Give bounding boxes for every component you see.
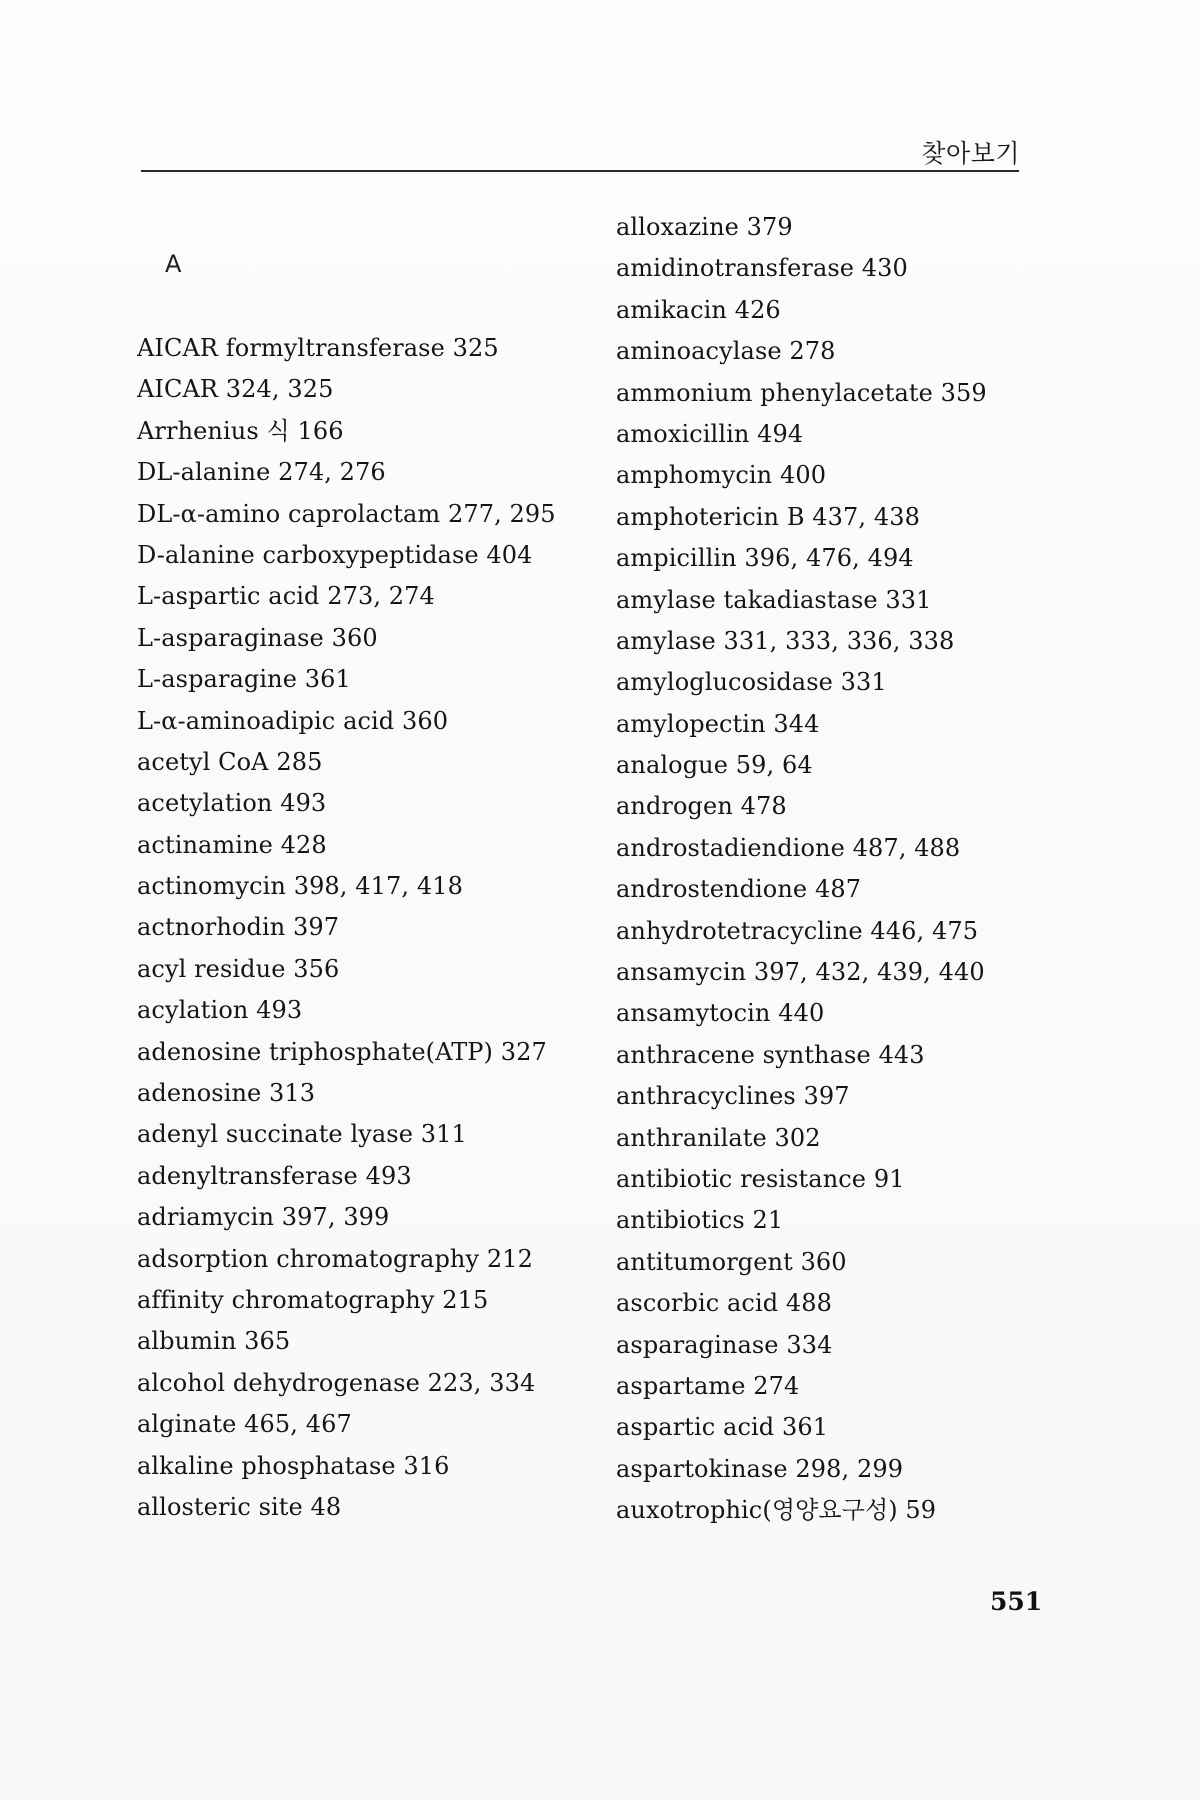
index-entry: amylase 331, 333, 336, 338 bbox=[616, 626, 955, 655]
index-entry: ansamycin 397, 432, 439, 440 bbox=[616, 958, 985, 987]
index-entry: anthracyclines 397 bbox=[616, 1082, 850, 1111]
index-entry: antibiotics 21 bbox=[616, 1206, 784, 1235]
index-entry: acetyl CoA 285 bbox=[137, 747, 323, 776]
index-entry: ammonium phenylacetate 359 bbox=[616, 378, 987, 407]
index-entry: aminoacylase 278 bbox=[616, 337, 836, 366]
index-entry: DL-alanine 274, 276 bbox=[137, 458, 386, 487]
index-entry: asparaginase 334 bbox=[616, 1330, 833, 1359]
index-entry: alkaline phosphatase 316 bbox=[137, 1451, 450, 1480]
index-entry: L-aspartic acid 273, 274 bbox=[137, 582, 435, 611]
index-entry: anhydrotetracycline 446, 475 bbox=[616, 916, 979, 945]
index-entry: acylation 493 bbox=[137, 996, 303, 1025]
index-entry: DL-α-amino caprolactam 277, 295 bbox=[137, 499, 556, 528]
index-entry: adsorption chromatography 212 bbox=[137, 1244, 533, 1273]
index-entry: amoxicillin 494 bbox=[616, 419, 804, 448]
index-entry: AICAR formyltransferase 325 bbox=[137, 334, 499, 362]
index-entry: actnorhodin 397 bbox=[137, 913, 340, 942]
index-entry: L-asparaginase 360 bbox=[137, 623, 378, 652]
index-entry: alcohol dehydrogenase 223, 334 bbox=[137, 1368, 536, 1397]
index-entry: auxotrophic(영양요구성) 59 bbox=[616, 1496, 937, 1525]
index-entry: aspartic acid 361 bbox=[616, 1413, 829, 1442]
index-entry: anthracene synthase 443 bbox=[616, 1040, 925, 1069]
index-entry: L-asparagine 361 bbox=[137, 665, 351, 694]
index-entry: ampicillin 396, 476, 494 bbox=[616, 544, 914, 573]
page-header-title: 찾아보기 bbox=[921, 139, 1020, 168]
index-entry: amphotericin B 437, 438 bbox=[616, 502, 920, 531]
index-entry: androstendione 487 bbox=[616, 875, 862, 904]
index-entry: androgen 478 bbox=[616, 792, 787, 821]
header-rule bbox=[141, 170, 1019, 172]
index-entry: L-α-aminoadipic acid 360 bbox=[137, 706, 449, 735]
index-entry: adenosine triphosphate(ATP) 327 bbox=[137, 1037, 547, 1066]
index-entry: amphomycin 400 bbox=[616, 461, 827, 490]
index-entry: adriamycin 397, 399 bbox=[137, 1203, 390, 1232]
page-number: 551 bbox=[990, 1587, 1043, 1616]
index-entry: antibiotic resistance 91 bbox=[616, 1164, 905, 1193]
index-entry: adenosine 313 bbox=[137, 1079, 316, 1108]
index-entry: amyloglucosidase 331 bbox=[616, 668, 887, 697]
index-entry: ascorbic acid 488 bbox=[616, 1289, 833, 1318]
index-entry: analogue 59, 64 bbox=[616, 751, 813, 780]
index-entry: adenyltransferase 493 bbox=[137, 1161, 412, 1190]
index-column-left bbox=[137, 328, 592, 1528]
index-entry: albumin 365 bbox=[137, 1327, 291, 1356]
index-entry: acyl residue 356 bbox=[137, 954, 340, 983]
index-entry: amidinotransferase 430 bbox=[616, 254, 908, 283]
index-entry: amylopectin 344 bbox=[616, 709, 820, 738]
index-entry: actinamine 428 bbox=[137, 830, 327, 859]
index-entry: D-alanine carboxypeptidase 404 bbox=[137, 540, 533, 569]
index-entry: aspartame 274 bbox=[616, 1371, 800, 1400]
index-entry: alloxazine 379 bbox=[616, 213, 793, 241]
index-entry: amylase takadiastase 331 bbox=[616, 585, 932, 614]
index-entry: affinity chromatography 215 bbox=[137, 1285, 489, 1314]
index-entry: aspartokinase 298, 299 bbox=[616, 1454, 904, 1483]
index-entry: ansamytocin 440 bbox=[616, 999, 825, 1028]
index-entry: actinomycin 398, 417, 418 bbox=[137, 872, 463, 901]
index-entry: antitumorgent 360 bbox=[616, 1247, 847, 1276]
index-entry: amikacin 426 bbox=[616, 295, 781, 324]
index-entry: allosteric site 48 bbox=[137, 1492, 342, 1521]
index-entry: anthranilate 302 bbox=[616, 1123, 821, 1152]
index-entry: androstadiendione 487, 488 bbox=[616, 833, 961, 862]
index-entry: alginate 465, 467 bbox=[137, 1410, 352, 1439]
index-column-right bbox=[616, 207, 1046, 1532]
index-entry: AICAR 324, 325 bbox=[137, 375, 334, 404]
index-entry: acetylation 493 bbox=[137, 789, 327, 818]
index-entry: adenyl succinate lyase 311 bbox=[137, 1120, 467, 1149]
index-entry: Arrhenius 식 166 bbox=[137, 416, 344, 445]
section-letter: A bbox=[165, 250, 182, 278]
